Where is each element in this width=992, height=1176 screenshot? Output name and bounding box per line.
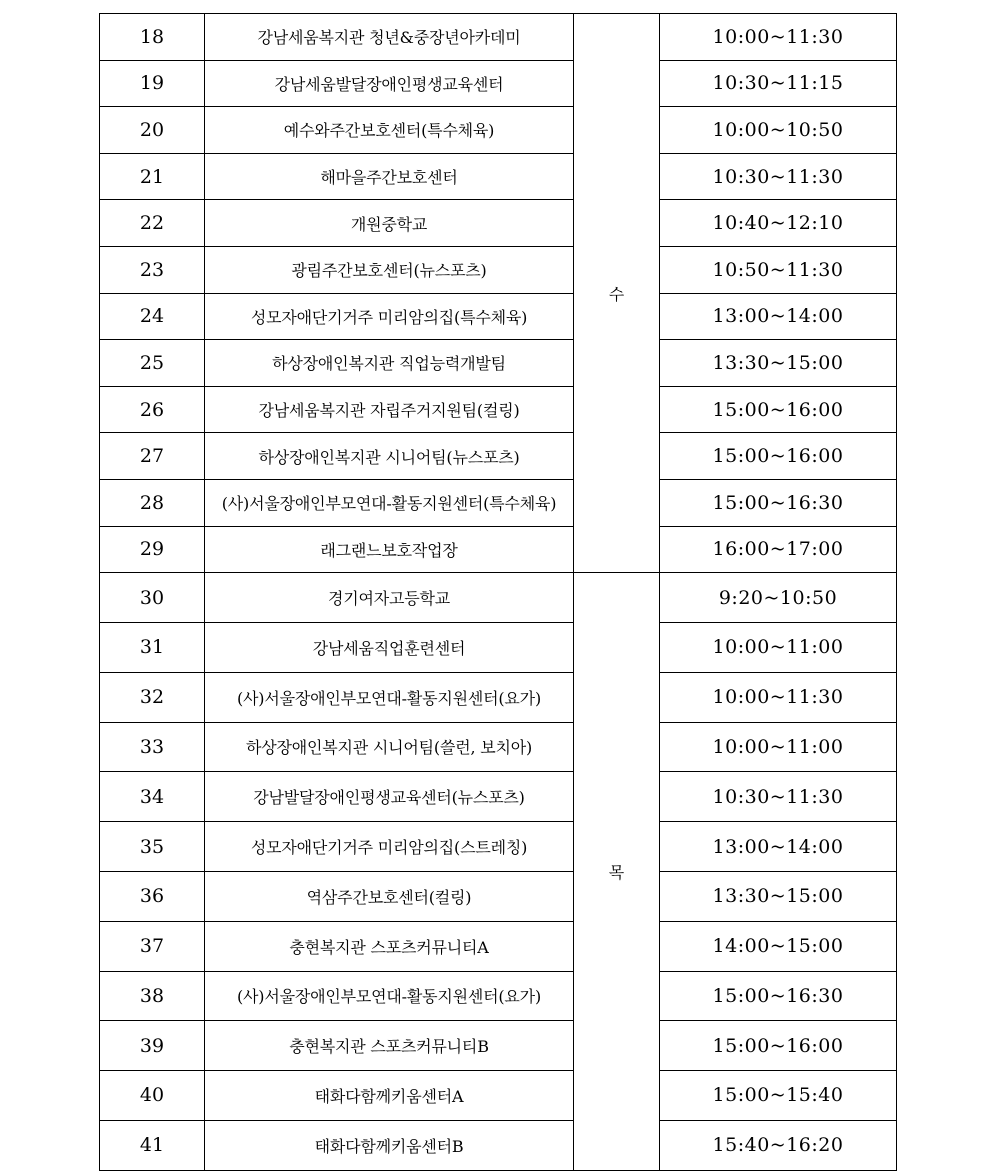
table-row [100, 971, 897, 1021]
time-slot: 14:00~15:00 [660, 921, 897, 971]
time-slot: 10:00~11:30 [660, 14, 897, 61]
time-slot: 10:00~11:00 [660, 622, 897, 672]
schedule-body [100, 14, 897, 1171]
institution-name: 태화다함께키움센터A [205, 1071, 574, 1121]
row-number: 21 [100, 153, 205, 200]
institution-name: 하상장애인복지관 시니어팀(뉴스포츠) [205, 433, 574, 480]
row-number: 33 [100, 722, 205, 772]
row-number: 36 [100, 871, 205, 921]
institution-name: 하상장애인복지관 시니어팀(쓸런, 보치아) [205, 722, 574, 772]
table-row [100, 573, 897, 623]
time-slot: 15:00~16:30 [660, 479, 897, 526]
row-number: 22 [100, 200, 205, 247]
institution-name: 래그랜느보호작업장 [205, 526, 574, 573]
time-slot: 15:40~16:20 [660, 1120, 897, 1170]
table-row [100, 153, 897, 200]
institution-name: 강남발달장애인평생교육센터(뉴스포츠) [205, 772, 574, 822]
table-row [100, 822, 897, 872]
table-row [100, 107, 897, 154]
institution-name: 광림주간보호센터(뉴스포츠) [205, 246, 574, 293]
row-number: 40 [100, 1071, 205, 1121]
time-slot: 13:00~14:00 [660, 822, 897, 872]
table-row [100, 1021, 897, 1071]
time-slot: 15:00~16:00 [660, 1021, 897, 1071]
time-slot: 16:00~17:00 [660, 526, 897, 573]
time-slot: 10:00~11:30 [660, 672, 897, 722]
institution-name: 강남세움직업훈련센터 [205, 622, 574, 672]
row-number: 24 [100, 293, 205, 340]
institution-name: 성모자애단기거주 미리암의집(스트레칭) [205, 822, 574, 872]
table-row [100, 622, 897, 672]
table-row [100, 246, 897, 293]
weekday-cell: 수 [574, 14, 660, 573]
time-slot: 13:00~14:00 [660, 293, 897, 340]
table-row [100, 722, 897, 772]
institution-name: 성모자애단기거주 미리암의집(특수체육) [205, 293, 574, 340]
row-number: 29 [100, 526, 205, 573]
table-row [100, 479, 897, 526]
table-row [100, 526, 897, 573]
table-row [100, 772, 897, 822]
table-row [100, 200, 897, 247]
row-number: 27 [100, 433, 205, 480]
time-slot: 10:30~11:30 [660, 772, 897, 822]
institution-name: 해마을주간보호센터 [205, 153, 574, 200]
row-number: 35 [100, 822, 205, 872]
time-slot: 15:00~16:00 [660, 433, 897, 480]
row-number: 23 [100, 246, 205, 293]
row-number: 32 [100, 672, 205, 722]
row-number: 38 [100, 971, 205, 1021]
table-row [100, 871, 897, 921]
row-number: 34 [100, 772, 205, 822]
institution-name: 하상장애인복지관 직업능력개발팀 [205, 340, 574, 387]
row-number: 20 [100, 107, 205, 154]
schedule-table [99, 13, 897, 1171]
table-row [100, 921, 897, 971]
table-row [100, 672, 897, 722]
institution-name: 강남세움복지관 청년&중장년아카데미 [205, 14, 574, 61]
institution-name: 역삼주간보호센터(컬링) [205, 871, 574, 921]
time-slot: 10:50~11:30 [660, 246, 897, 293]
institution-name: 태화다함께키움센터B [205, 1120, 574, 1170]
row-number: 30 [100, 573, 205, 623]
institution-name: 경기여자고등학교 [205, 573, 574, 623]
time-slot: 10:30~11:30 [660, 153, 897, 200]
row-number: 37 [100, 921, 205, 971]
time-slot: 13:30~15:00 [660, 871, 897, 921]
table-row [100, 340, 897, 387]
time-slot: 10:00~11:00 [660, 722, 897, 772]
time-slot: 10:00~10:50 [660, 107, 897, 154]
time-slot: 10:30~11:15 [660, 60, 897, 107]
table-row [100, 60, 897, 107]
table-row [100, 1071, 897, 1121]
time-slot: 10:40~12:10 [660, 200, 897, 247]
row-number: 19 [100, 60, 205, 107]
institution-name: 충현복지관 스포츠커뮤니티B [205, 1021, 574, 1071]
time-slot: 15:00~16:00 [660, 386, 897, 433]
time-slot: 15:00~16:30 [660, 971, 897, 1021]
institution-name: 강남세움복지관 자립주거지원팀(컬링) [205, 386, 574, 433]
row-number: 31 [100, 622, 205, 672]
row-number: 28 [100, 479, 205, 526]
table-row [100, 433, 897, 480]
table-row [100, 1120, 897, 1170]
institution-name: 충현복지관 스포츠커뮤니티A [205, 921, 574, 971]
institution-name: (사)서울장애인부모연대-활동지원센터(요가) [205, 971, 574, 1021]
time-slot: 13:30~15:00 [660, 340, 897, 387]
table-row [100, 386, 897, 433]
weekday-cell: 목 [574, 573, 660, 1171]
institution-name: (사)서울장애인부모연대-활동지원센터(특수체육) [205, 479, 574, 526]
row-number: 39 [100, 1021, 205, 1071]
institution-name: 개원중학교 [205, 200, 574, 247]
row-number: 41 [100, 1120, 205, 1170]
row-number: 18 [100, 14, 205, 61]
institution-name: 강남세움발달장애인평생교육센터 [205, 60, 574, 107]
row-number: 25 [100, 340, 205, 387]
table-row [100, 293, 897, 340]
time-slot: 15:00~15:40 [660, 1071, 897, 1121]
institution-name: 예수와주간보호센터(특수체육) [205, 107, 574, 154]
row-number: 26 [100, 386, 205, 433]
table-row [100, 14, 897, 61]
time-slot: 9:20~10:50 [660, 573, 897, 623]
institution-name: (사)서울장애인부모연대-활동지원센터(요가) [205, 672, 574, 722]
